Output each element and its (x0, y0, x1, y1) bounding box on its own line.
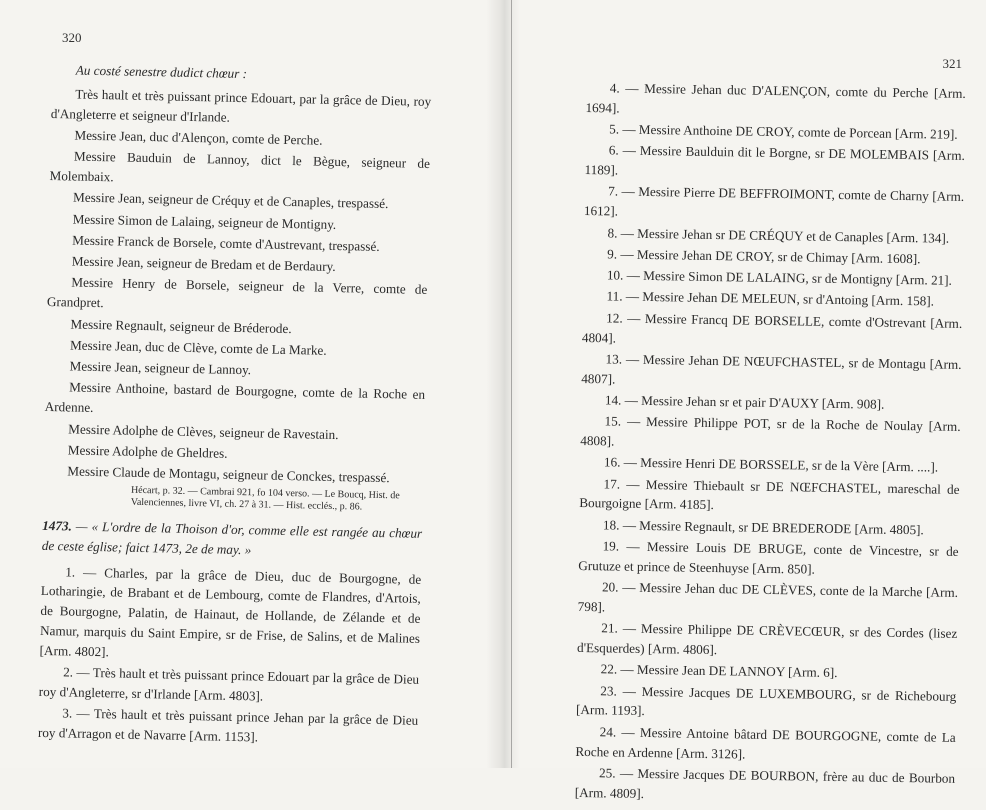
right-page (508, 0, 986, 801)
numbered-item: 19. — Messire Louis DE BRUGE, conte de Vincestre, sr de Grutuze et prince de Steenhuyse [Arm. 850]. (578, 538, 959, 577)
list-item: Messire Jean, seigneur de Créquy et de Canaples, trespassé. (72, 189, 389, 212)
left-page-text (38, 60, 432, 752)
right-page-text (575, 78, 966, 810)
numbered-item: 17. — Messire Thiebault sr DE NŒFCHASTEL, mareschal de Bourgoigne [Arm. 4185]. (579, 475, 960, 513)
numbered-item: 4. — Messire Jehan duc D'ALENÇON, comte du Perche [Arm. 1694]. (585, 80, 966, 116)
page-number-right: 321 (942, 56, 962, 71)
numbered-item: 18. — Messire Regnault, sr DE BREDERODE [Arm. 4805]. (602, 517, 924, 538)
section-caption: Au costé senestre dudict chœur : (75, 62, 248, 82)
numbered-item: 16. — Messire Henri DE BORSSELE, sr de la Vère [Arm. ....]. (603, 454, 939, 475)
numbered-item: 24. — Messire Antoine bâtard DE BOURGOGNE, comte de La Roche en Ardenne [Arm. 3126]. (575, 724, 956, 762)
numbered-item: 23. — Messire Jacques DE LUXEMBOURG, sr de Richebourg [Arm. 1193]. (575, 682, 957, 719)
list-item: Messire Franck de Borsele, comte d'Austrevant, trespassé. (72, 232, 380, 254)
list-item: Messire Anthoine, bastard de Bourgogne, comte de la Roche en Ardenne. (44, 379, 426, 416)
list-item: Messire Bauduin de Lannoy, dict le Bègue, seigneur de Molembaix. (49, 148, 431, 185)
heading-year: 1473. (42, 517, 73, 534)
page-number-left: 320 (62, 30, 82, 45)
numbered-item: 25. — Messire Jacques DE BOURBON, frère au duc de Bourbon [Arm. 4809]. (574, 765, 956, 801)
numbered-item: 22. — Messire Jean DE LANNOY [Arm. 6]. (600, 661, 838, 681)
numbered-item: 10. — Messire Simon DE LALAING, sr de Montigny [Arm. 21]. (606, 267, 953, 288)
numbered-item: 5. — Messire Anthoine DE CROY, comte de Porcean [Arm. 219]. (609, 121, 958, 142)
numbered-item: 11. — Messire Jehan DE MELEUN, sr d'Antoing [Arm. 158]. (606, 288, 935, 309)
numbered-item: 12. — Messire Francq DE BORSELLE, comte d'Ostrevant [Arm. 4804]. (581, 310, 963, 346)
list-item: Messire Simon de Lalaing, seigneur de Montigny. (72, 211, 337, 232)
numbered-item: 14. — Messire Jehan sr et pair D'AUXY [Arm. 908]. (604, 392, 885, 412)
list-item: Messire Claude de Montagu, seigneur de Conckes, trespassé. (67, 463, 390, 486)
numbered-item: 1. — Charles, par la grâce de Dieu, duc de Bourgogne, de Lotharingie, de Brabant et de Lembourg, comte de Flandres, d'Artois, de Bourgogne, Palatin, de Hainaut, de Hollande, de Zélande et de Namur, marquis du Saint Empire, sr de Frise, de Salins, et de Malines [Arm. 4802]. (39, 563, 422, 660)
numbered-item: 7. — Messire Pierre DE BEFFROIMONT, comte de Charny [Arm. 1612]. (583, 183, 965, 219)
list-item: Messire Jean, seigneur de Bredam et de Berdaury. (71, 253, 336, 275)
list-item: Messire Jean, seigneur de Lannoy. (69, 358, 252, 378)
list-item: Messire Henry de Borsele, seigneur de la Verre, comte de Grandpret. (46, 274, 428, 311)
list-item: Très hault et très puissant prince Edouart, par la grâce de Dieu, roy d'Angleterre et seigneur d'Irlande. (50, 86, 432, 125)
numbered-item: 2. — Très hault et très puissant prince Edouart par la grâce de Dieu roy d'Angleterre, sr d'Irlande [Arm. 4803]. (38, 664, 420, 704)
numbered-item: 21. — Messire Philippe DE CRÈVECŒUR, sr des Cordes (lisez d'Esquerdes) [Arm. 4806]. (576, 620, 958, 658)
section-heading (42, 516, 423, 564)
numbered-item: 9. — Messire Jehan DE CROY, sr de Chimay [Arm. 1608]. (607, 246, 921, 267)
numbered-item: 6. — Messire Baulduin dit le Borgne, sr DE MOLEMBAIS [Arm. 1189]. (584, 142, 965, 178)
list-item: Messire Adolphe de Gheldres. (67, 442, 228, 461)
list-item: Messire Regnault, seigneur de Bréderode. (70, 316, 292, 336)
numbered-item: 20. — Messire Jehan duc DE CLÈVES, conte de la Marche [Arm. 798]. (577, 579, 959, 615)
numbered-item: 3. — Très hault et très puissant prince Jehan par la grâce de Dieu roy d'Arragon et de Navarre [Arm. 1153]. (37, 705, 419, 745)
source-note: Hécart, p. 32. — Cambrai 921, fo 104 verso. — Le Boucq, Hist. de Valenciennes, livre VI, ch. 27 à 31. — Hist. ecclés., p. 86. (130, 484, 400, 514)
numbered-item: 15. — Messire Philippe POT, sr de la Roche de Noulay [Arm. 4808]. (580, 413, 961, 449)
numbered-item: 8. — Messire Jehan sr DE CRÉQUY et de Canaples [Arm. 134]. (607, 224, 950, 246)
numbered-item: 13. — Messire Jehan DE NŒUFCHASTEL, sr de Montagu [Arm. 4807]. (581, 351, 962, 387)
list-item: Messire Jean, duc de Clève, comte de La Marke. (69, 337, 327, 358)
list-item: Messire Adolphe de Clèves, seigneur de Ravestain. (68, 420, 339, 442)
left-page (0, 0, 500, 768)
heading-text: — « L'ordre de la Thoison d'or, comme elle est rangée au chœur de ceste église; faict 1473, 2e de may. » (41, 518, 423, 558)
list-item: Messire Jean, duc d'Alençon, comte de Perche. (74, 127, 323, 148)
